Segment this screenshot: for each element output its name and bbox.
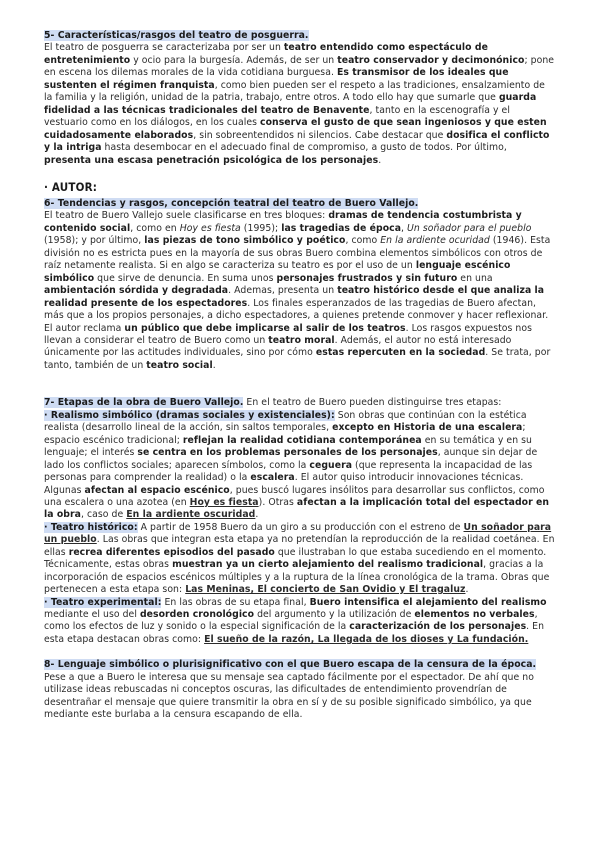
bold-phrase: afectan a la implicación total del espectador en la obra [44,496,550,521]
bold-phrase: muestran ya un cierto alejamiento del realismo tradicional [172,559,484,571]
bold-phrase: presenta una escasa penetración psicológica de los personajes [44,154,379,166]
text: . Las obras que integran esta etapa ya no pretendían la reproducción de la realidad coetánea. En ellas [44,534,555,558]
section-6-heading: 6- Tendencias y rasgos, concepción teatral del teatro de Buero Vallejo. [44,197,419,209]
bold-phrase: se centra en los problemas personales de los personajes [137,447,438,459]
text: . Ademas, presenta un [228,285,338,297]
text: . Se trata, por tanto, también de un [44,347,551,371]
section-7-paragraph [44,397,556,646]
text: , como en [130,222,180,234]
text: en su temática y en su lenguaje; el interés [44,434,532,459]
bold-phrase: estas repercuten en la sociedad [315,347,486,359]
work-title: En la ardiente ocuridad [380,235,490,247]
stage-3-label: · Teatro experimental: [44,596,162,608]
text: Son obras que continúan con la estética realista (desarrollo lineal de la acción, sin saltos temporales, [44,409,527,434]
text: que sirve de denuncia. En suma unos [94,272,277,284]
section-8-heading: 8- Lenguaje simbólico o plurisignificativo con el que Buero escapa de la censura de la época. [44,659,537,671]
text: y ocio para la burgesía. Además, de ser un [130,54,338,66]
bold-phrase: teatro entendido como espectáculo de entretenimiento [44,42,488,66]
text: , caso de [80,509,127,521]
section-7-heading: 7- Etapas de la obra de Buero Vallejo. [44,397,244,409]
work-title: Las Meninas, El concierto de San Ovidio y El tragaluz [185,584,466,596]
section-5-heading: 5- Características/rasgos del teatro de posguerra. [44,30,309,41]
bold-phrase: teatro moral [268,334,335,346]
stage-2-label: · Teatro histórico: [44,521,138,533]
work-title: Hoy es fiesta [179,222,241,234]
bold-phrase: elementos no verbales [414,609,535,621]
text: ; pone en escena los dilemas morales de la vida cotidiana burguesa. [44,54,555,79]
section-6-paragraph [44,198,556,372]
text: que ilustraban lo que estaba sucediendo en el momento. Técnicamente, estas obras [44,546,547,571]
text: . [255,509,259,521]
text: , gracias a la incorporación de espacios escénicos múltiples y a la ruptura de la línea cronológica de la trama. Obras que pertenecen a esta etapa son: [44,559,550,596]
text: , aunque sin dejar de lado los conflictos sociales; aparecen símbolos, como la [44,447,538,471]
bold-phrase: recrea diferentes episodios del pasado [68,546,275,558]
bold-phrase: caracterización de los personajes [349,621,527,633]
text: En las obras de su etapa final, [161,596,310,608]
text: El teatro de posguerra se caracterizaba por ser un [44,42,284,54]
text: , como los efectos de luz y sonido o la especial significación de la [44,609,538,633]
text: (1958); y por último, [44,235,145,247]
bold-phrase: escalera [250,472,295,484]
bold-phrase: ceguera [309,459,353,471]
text: hasta desembocar en el adecuado final de compromiso, a gusto de todos. Por último, [101,142,507,154]
bold-phrase: personajes frustrados y sin futuro [276,272,458,284]
bold-phrase: teatro conservador y decimonónico [337,54,525,66]
text: . El autor quiso introducir innovaciones técnicas. Algunas [44,472,524,496]
text: . [378,154,382,166]
bold-phrase: Es transmisor de los ideales que sustenten el régimen franquista [44,67,509,91]
bold-phrase: dosifica el conflicto y la intriga [44,129,550,154]
text: . [212,359,216,371]
work-title: El sueño de la razón, La llegada de los dioses y La fundación. [204,633,529,645]
work-title: Un soñador para el pueblo [407,222,532,234]
text: . Los finales esperanzados de las tragedias de Buero afectan, más que a los propios personajes, a dicho espectadores, a quienes pretende conmover y hacer reflexionar. El autor reclama [44,297,549,334]
text: del argumento y la utilización de [254,609,415,621]
bold-phrase: Buero intensifica el alejamiento del realismo [309,596,547,608]
bold-phrase: lenguaje escénico simbólico [44,260,511,284]
bold-phrase: las tragedias de época [281,222,402,234]
text: . Además, el autor no está interesado únicamente por las actitudes individuales, sino por cómo [44,334,512,359]
bold-phrase: guarda fidelidad a las técnicas tradicionales del teatro de Benavente [44,92,537,116]
work-title: Hoy es fiesta [189,496,259,508]
bold-phrase: reflejan la realidad cotidiana contemporánea [182,434,422,446]
work-title: En la ardiente oscuridad [126,509,256,521]
bold-phrase: excepto en Historia de una escalera [332,422,523,434]
bold-phrase: dramas de tendencia costumbrista y contenido social [44,210,522,234]
spacer [44,385,556,397]
bold-phrase: desorden cronológico [139,609,255,621]
bold-phrase: un público que debe implicarse al salir de los teatros [124,322,406,334]
text: . Los rasgos expuestos nos llevan a considerar el teatro de Buero como un [44,322,532,346]
text: en una [457,272,493,284]
text: A partir de 1958 Buero da un giro a su producción con el estreno de [137,521,464,533]
text: (1995); [240,222,282,234]
text: ; espacio escénico tradicional; [44,422,526,446]
bold-phrase: teatro social [146,359,213,371]
work-title: Un soñador para un pueblo [44,521,552,546]
bold-phrase: afectan al espacio escénico [84,484,230,496]
bold-phrase: conserva el gusto de que sean ingeniosos y que esten cuidadosamente elaborados [44,117,547,141]
bold-phrase: las piezas de tono simbólico y poético [144,235,346,247]
text: (que representa la incapacidad de las personas para comprender la realidad) o la [44,459,533,484]
text: (1946). Esta división no es estricta pues en la mayoría de sus obras Buero combina elementos simbólicos con otros de raíz netamente realista. Si en algo se caracteriza su teatro es por el uso de un [44,235,551,272]
stage-1-label: · Realismo simbólico (dramas sociales y existenciales): [44,409,335,421]
text: , como [345,235,381,247]
text: En el teatro de Buero pueden distinguirse tres etapas: [243,397,502,409]
text: , tanto en la escenografía y el vestuario como en los diálogos, en los cuales [44,104,510,129]
text: mediante el uso del [44,609,140,621]
section-8-paragraph [44,659,556,721]
bold-phrase: ambientación sórdida y degradada [44,285,229,297]
text: . [465,584,469,596]
section-5-paragraph [44,30,556,167]
text: . En esta etapa destacan obras como: [44,621,545,645]
bold-phrase: teatro histórico desde el que analiza la realidad presente de los espectadores [44,285,545,309]
text: ). Otras [258,496,297,508]
autor-heading: · AUTOR: [44,179,98,194]
text: , pues buscó lugares insólitos para desarrollar sus conflictos, como una escalera o una azotea (en [44,484,545,508]
text: El teatro de Buero Vallejo suele clasificarse en tres bloques: [44,210,329,222]
text: , como bien pueden ser el respeto a las tradiciones, ensalzamiento de la familia y la religión, unidad de la patria, trabajo, entre otros. A todo ello hay que sumarle que [44,79,545,104]
text: , [401,222,408,234]
text: , sin sobreentendidos ni silencios. Cabe destacar que [193,129,447,141]
text: Pese a que a Buero le interesa que su mensaje sea captado fácilmente por el espectador. De ahí que no utilizase ideas rebuscadas ni conceptos oscuras, las dificultades de entendimiento provendrían de desentrañar el mensaje que quiere transmitir la obra en sí y de su posible significado simbólico, ya que mediante este burlaba a la censura escapando de ella. [44,671,534,721]
